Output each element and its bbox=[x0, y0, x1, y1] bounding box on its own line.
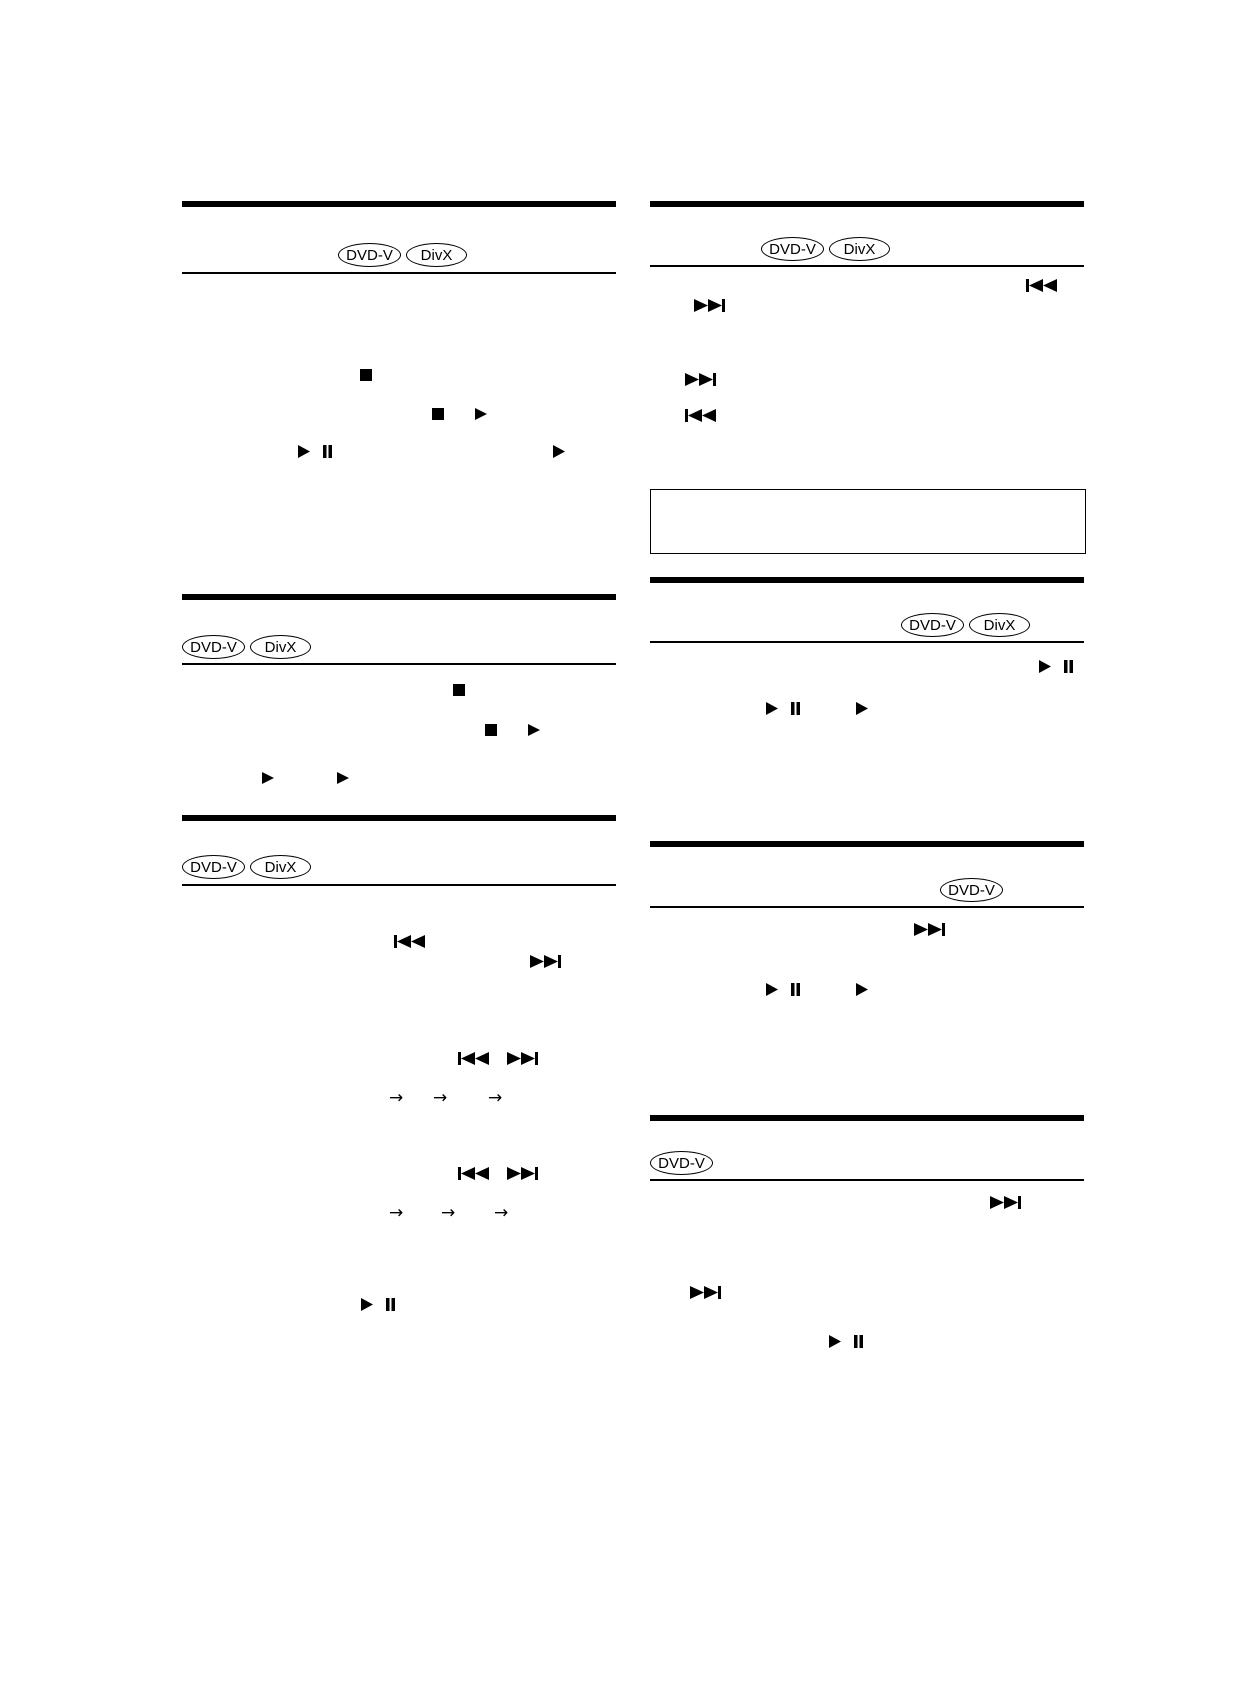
section-rule-bottom bbox=[182, 884, 616, 886]
next-track-icon bbox=[507, 1052, 539, 1065]
dvd-v-badge: DVD-V bbox=[901, 613, 964, 637]
play-icon bbox=[337, 772, 349, 784]
previous-track-icon bbox=[685, 409, 717, 422]
section-rule-top bbox=[182, 201, 616, 207]
section-rule-bottom bbox=[650, 641, 1084, 643]
divx-badge: DivX bbox=[406, 243, 467, 267]
section-rule-bottom bbox=[650, 265, 1084, 267]
divx-badge: DivX bbox=[250, 635, 311, 659]
play-icon bbox=[856, 702, 868, 715]
play-icon bbox=[553, 445, 565, 458]
dvd-v-badge: DVD-V bbox=[761, 237, 824, 261]
section-rule-top bbox=[650, 841, 1084, 847]
play-icon bbox=[475, 408, 487, 420]
note-box bbox=[650, 489, 1086, 554]
next-track-icon bbox=[690, 1286, 722, 1299]
play-pause-icon bbox=[298, 445, 332, 458]
next-track-icon bbox=[685, 373, 717, 386]
stop-icon bbox=[453, 684, 465, 696]
dvd-v-badge: DVD-V bbox=[650, 1151, 713, 1175]
arrow-icon: → bbox=[389, 1203, 404, 1223]
section-rule-top bbox=[650, 1115, 1084, 1121]
dvd-v-badge: DVD-V bbox=[182, 635, 245, 659]
section-rule-top bbox=[182, 815, 616, 821]
play-icon bbox=[856, 983, 868, 996]
section-rule-bottom bbox=[650, 1179, 1084, 1181]
previous-track-icon bbox=[1026, 279, 1058, 292]
arrow-icon: → bbox=[441, 1203, 456, 1223]
next-track-icon bbox=[990, 1196, 1022, 1209]
play-pause-icon bbox=[766, 983, 800, 996]
dvd-v-badge: DVD-V bbox=[182, 855, 245, 879]
next-track-icon bbox=[530, 955, 562, 968]
divx-badge: DivX bbox=[250, 855, 311, 879]
next-track-icon bbox=[507, 1167, 539, 1180]
arrow-icon: → bbox=[389, 1088, 404, 1108]
arrow-icon: → bbox=[494, 1203, 509, 1223]
play-pause-icon bbox=[829, 1335, 863, 1348]
previous-track-icon bbox=[394, 935, 426, 948]
dvd-v-badge: DVD-V bbox=[338, 243, 401, 267]
section-rule-top bbox=[650, 577, 1084, 583]
arrow-icon: → bbox=[433, 1088, 448, 1108]
next-track-icon bbox=[694, 299, 726, 312]
play-pause-icon bbox=[1039, 660, 1073, 673]
dvd-v-badge: DVD-V bbox=[940, 878, 1003, 902]
section-rule-bottom bbox=[182, 663, 616, 665]
previous-track-icon bbox=[458, 1167, 490, 1180]
stop-icon bbox=[485, 724, 497, 736]
arrow-icon: → bbox=[488, 1088, 503, 1108]
play-pause-icon bbox=[766, 702, 800, 715]
divx-badge: DivX bbox=[829, 237, 890, 261]
play-icon bbox=[528, 724, 540, 736]
previous-track-icon bbox=[458, 1052, 490, 1065]
section-rule-bottom bbox=[182, 272, 616, 274]
stop-icon bbox=[432, 408, 444, 420]
section-rule-top bbox=[650, 201, 1084, 207]
section-rule-top bbox=[182, 594, 616, 600]
next-track-icon bbox=[914, 923, 946, 936]
divx-badge: DivX bbox=[969, 613, 1030, 637]
stop-icon bbox=[360, 369, 372, 381]
play-icon bbox=[262, 772, 274, 784]
section-rule-bottom bbox=[650, 906, 1084, 908]
play-pause-icon bbox=[361, 1298, 395, 1311]
